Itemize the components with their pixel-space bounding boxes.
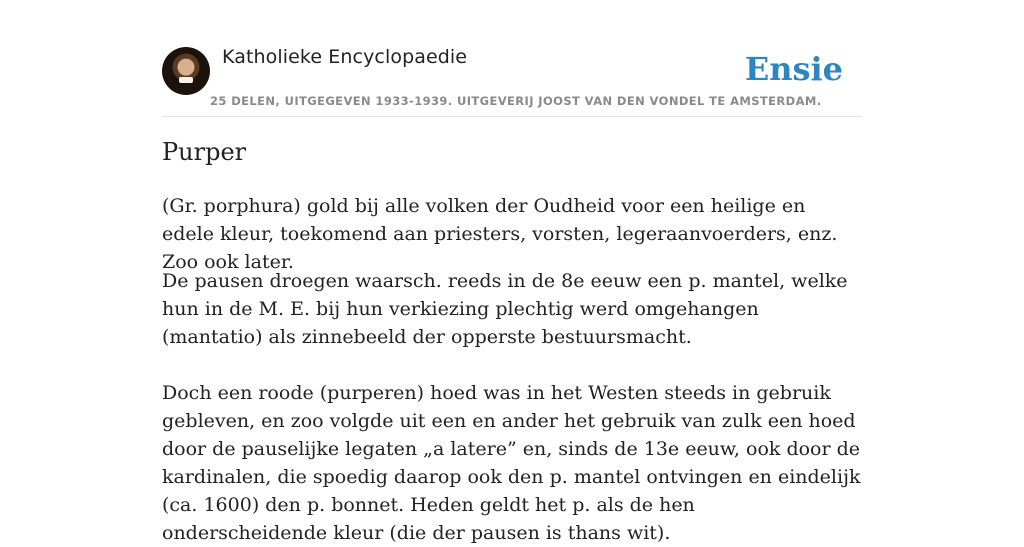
publication-name[interactable]: Katholieke Encyclopaedie [222,46,468,68]
portrait-avatar-icon [179,77,193,83]
article-paragraph: De pausen droegen waarsch. reeds in de 8e eeuw een p. mantel, welke hun in de M. E. bij hun verkiezing plechtig werd omgehangen (mantatio) als zinnebeeld der opperste bestuursmacht. [162,270,848,348]
publication-header [162,0,862,117]
publication-avatar[interactable] [162,47,210,95]
publication-subtitle: 25 DELEN, UITGEGEVEN 1933-1939. UITGEVERIJ JOOST VAN DEN VONDEL TE AMSTERDAM. [210,94,822,108]
article-paragraph: Doch een roode (purperen) hoed was in het Westen steeds in gebruik gebleven, en zoo volgde uit een en ander het gebruik van zulk een hoed door de pauselijke legaten „a latere” en, sinds de 13e eeuw, ook door de kardinalen, die spoedig daarop ook den p. mantel ontvingen en eindelijk (ca. 1600) den p. bonnet. Heden geldt het p. als de hen onderscheidende kleur (die der pausen is thans wit). [162,382,861,544]
ensie-logo-link[interactable]: Ensie [744,50,843,88]
article-title: Purper [162,138,247,166]
page-container [162,0,862,544]
article-paragraph: (Gr. porphura) gold bij alle volken der Oudheid voor een heilige en edele kleur, toekomend aan priesters, vorsten, legeraanvoerders, enz. Zoo ook later. [162,195,838,273]
